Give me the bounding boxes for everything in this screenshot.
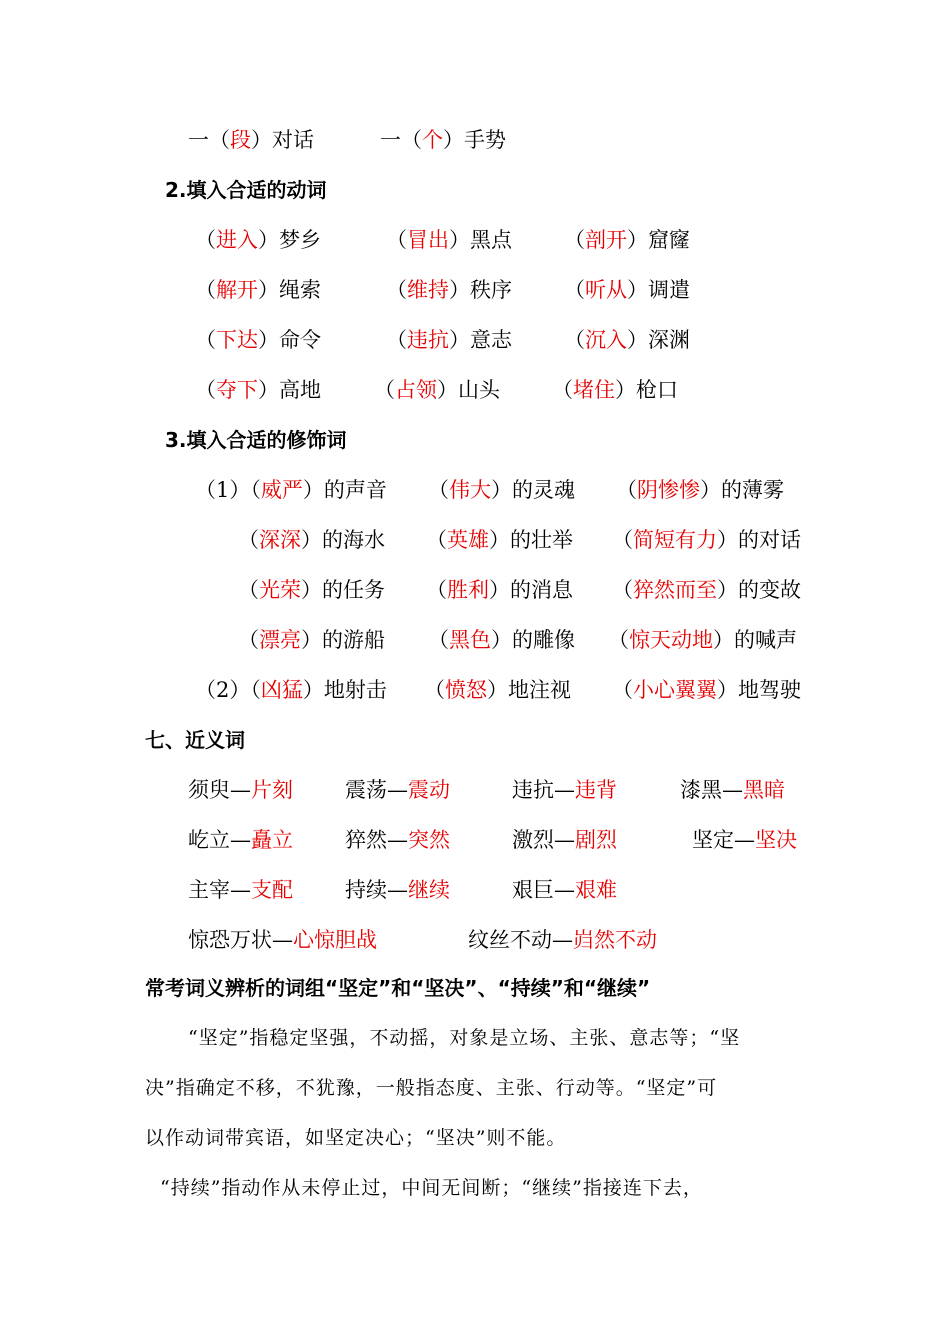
measure-word-item: 一（段）对话 bbox=[188, 128, 314, 152]
verb-item: （冒出）黑点 bbox=[386, 228, 512, 252]
verb-item: （解开）绳索 bbox=[195, 278, 321, 302]
modifier-item: （小心翼翼）地驾驶 bbox=[612, 678, 801, 702]
modifier-item: （伟大）的灵魂 bbox=[428, 478, 575, 502]
synonym-pair: 纹丝不动—岿然不动 bbox=[468, 928, 657, 952]
verb-item: （下达）命令 bbox=[195, 328, 321, 352]
section-title-modifiers: 3.填入合适的修饰词 bbox=[165, 428, 347, 452]
synonym-pair: 持续—继续 bbox=[345, 878, 450, 902]
verb-item: （进入）梦乡 bbox=[195, 228, 321, 252]
analysis-title: 常考词义辨析的词组“坚定”和“坚决”、“持续”和“继续” bbox=[145, 976, 651, 1000]
section-title-synonyms: 七、近义词 bbox=[145, 728, 245, 752]
synonym-pair: 艰巨—艰难 bbox=[512, 878, 617, 902]
modifier-item: （光荣）的任务 bbox=[238, 578, 385, 602]
verb-item: （沉入）深渊 bbox=[564, 328, 690, 352]
synonym-pair: 屹立—矗立 bbox=[188, 828, 293, 852]
synonym-pair: 猝然—突然 bbox=[345, 828, 450, 852]
analysis-line: 以作动词带宾语，如坚定决心；“坚决”则不能。 bbox=[145, 1127, 567, 1149]
modifier-item: （1）（威严）的声音 bbox=[195, 478, 387, 502]
modifier-item: （英雄）的壮举 bbox=[426, 528, 573, 552]
analysis-line: “坚定”指稳定坚强，不动摇，对象是立场、主张、意志等；“坚 bbox=[188, 1027, 741, 1049]
modifier-item: （深深）的海水 bbox=[238, 528, 385, 552]
synonym-pair: 须臾—片刻 bbox=[188, 778, 293, 802]
synonym-pair: 违抗—违背 bbox=[512, 778, 617, 802]
synonym-pair: 漆黑—黑暗 bbox=[680, 778, 785, 802]
modifier-item: （阴惨惨）的薄雾 bbox=[616, 478, 784, 502]
modifier-item: （惊天动地）的喊声 bbox=[608, 628, 797, 652]
synonym-pair: 惊恐万状—心惊胆战 bbox=[188, 928, 377, 952]
modifier-item: （黑色）的雕像 bbox=[428, 628, 575, 652]
modifier-item: （2）（凶猛）地射击 bbox=[195, 678, 387, 702]
synonym-pair: 激烈—剧烈 bbox=[512, 828, 617, 852]
synonym-pair: 震荡—震动 bbox=[345, 778, 450, 802]
verb-item: （占领）山头 bbox=[374, 378, 500, 402]
analysis-line: 决”指确定不移，不犹豫，一般指态度、主张、行动等。“坚定”可 bbox=[145, 1077, 718, 1099]
synonym-pair: 主宰—支配 bbox=[188, 878, 293, 902]
modifier-item: （愤怒）地注视 bbox=[424, 678, 571, 702]
verb-item: （夺下）高地 bbox=[195, 378, 321, 402]
verb-item: （违抗）意志 bbox=[386, 328, 512, 352]
synonym-pair: 坚定—坚决 bbox=[692, 828, 797, 852]
modifier-item: （猝然而至）的变故 bbox=[612, 578, 801, 602]
section-title-verbs: 2.填入合适的动词 bbox=[165, 178, 327, 202]
verb-item: （听从）调遣 bbox=[564, 278, 690, 302]
modifier-item: （简短有力）的对话 bbox=[612, 528, 801, 552]
measure-word-item: 一（个）手势 bbox=[380, 128, 506, 152]
verb-item: （堵住）枪口 bbox=[552, 378, 678, 402]
verb-item: （剖开）窟窿 bbox=[564, 228, 690, 252]
analysis-line: “持续”指动作从未停止过，中间无间断；“继续”指接连下去， bbox=[160, 1177, 703, 1199]
modifier-item: （漂亮）的游船 bbox=[238, 628, 385, 652]
verb-item: （维持）秩序 bbox=[386, 278, 512, 302]
modifier-item: （胜利）的消息 bbox=[426, 578, 573, 602]
